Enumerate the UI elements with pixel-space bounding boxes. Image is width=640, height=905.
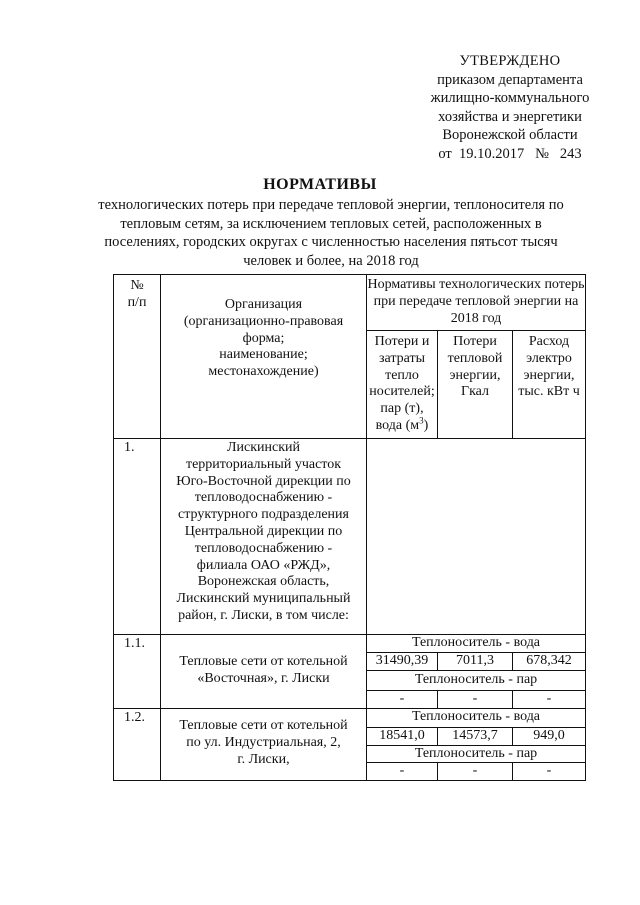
header-number <box>114 278 160 312</box>
water-label: Теплоноситель - вода <box>411 709 541 724</box>
org-line: территориальный участок <box>185 456 342 472</box>
subtitle-line: поселениях, городских округах с численностью населения пятьсот тысяч <box>104 234 558 250</box>
header-text: энергии, <box>523 367 575 383</box>
header-text: форма; <box>242 330 285 346</box>
superscript: 3 <box>419 415 424 426</box>
order-date: 19.10.2017 <box>459 145 525 162</box>
subtitle-line: технологических потерь при передаче тепловой энергии, теплоносителя по <box>98 197 564 213</box>
org-line: Воронежская область, <box>197 574 330 590</box>
approval-line: Воронежской области <box>442 127 578 143</box>
steam-heat-value: - <box>472 763 478 778</box>
header-text: электро <box>526 350 572 366</box>
header-text: наименование; <box>219 347 308 363</box>
header-text: Гкал <box>460 384 489 400</box>
approval-title: УТВЕРЖДЕНО <box>459 53 561 69</box>
row-organization <box>161 440 366 625</box>
row-number: 1.2. <box>124 710 145 725</box>
water-label: Теплоноситель - вода <box>411 635 541 650</box>
org-line: Лискинский <box>227 440 300 455</box>
header-text: тепловой <box>447 350 503 366</box>
header-text: 2018 год <box>450 310 502 326</box>
water-electricity-value: 678,342 <box>526 653 572 668</box>
document-title: НОРМАТИВЫ <box>263 176 377 193</box>
approval-line: жилищно-коммунального <box>430 90 590 106</box>
header-text: тыс. кВт ч <box>518 384 580 400</box>
org-line: район, г. Лиски, в том числе: <box>178 607 349 623</box>
approval-line: приказом департамента <box>437 71 583 88</box>
org-line: тепловодоснабжению - <box>194 490 333 506</box>
table-border <box>366 670 586 671</box>
org-line: по ул. Индустриальная, 2, <box>186 734 341 750</box>
header-text-part: ) <box>423 417 429 433</box>
table-border <box>113 274 586 275</box>
org-line: структурного подразделения <box>178 507 349 523</box>
row-organization <box>161 718 366 768</box>
header-text: Расход <box>528 334 570 349</box>
org-line: Центральной дирекции по <box>184 523 343 539</box>
header-text: Организация <box>224 297 303 312</box>
steam-electricity-value: - <box>546 763 552 778</box>
org-line: тепловодоснабжению - <box>194 540 333 556</box>
org-line: Юго-Восточной дирекции по <box>176 473 351 489</box>
header-text: энергии, <box>449 367 501 383</box>
header-text-part: вода (м <box>375 417 420 433</box>
header-text: (организационно-правовая <box>183 313 344 329</box>
header-text: Нормативы технологических потерь <box>367 277 585 292</box>
water-electricity-value: 949,0 <box>533 728 565 743</box>
table-border <box>113 274 114 780</box>
date-prefix: от <box>438 145 452 162</box>
table-border <box>366 330 586 331</box>
header-text: местонахождение) <box>208 364 319 380</box>
subtitle-line: человек и более, на 2018 год <box>243 252 419 269</box>
steam-losses-value: - <box>399 763 405 778</box>
row-organization <box>161 654 366 688</box>
water-heat-value: 7011,3 <box>456 653 494 668</box>
steam-losses-value: - <box>399 691 405 706</box>
header-losses-carriers <box>367 334 437 435</box>
header-text: пар (т), <box>380 401 424 417</box>
approval-line: хозяйства и энергетики <box>438 108 582 125</box>
header-organization <box>161 297 366 381</box>
subtitle-line: тепловым сетям, за исключением тепловых сетей, расположенных в <box>120 215 542 232</box>
header-text: Потери <box>453 334 497 349</box>
table-border <box>113 438 586 439</box>
water-heat-value: 14573,7 <box>452 728 498 743</box>
steam-label: Теплоноситель - пар <box>414 746 538 761</box>
row-number: 1.1. <box>124 636 145 651</box>
org-line: Лискинский муниципальный <box>176 591 351 607</box>
org-line: Тепловые сети от котельной <box>179 718 348 733</box>
header-text: при передаче тепловой энергии на <box>373 293 579 309</box>
org-line: филиала ОАО «РЖД», <box>196 557 331 573</box>
row-number: 1. <box>124 440 135 455</box>
header-text <box>367 415 437 435</box>
header-text: Потери и <box>374 334 430 349</box>
water-losses-value: 31490,39 <box>375 653 429 668</box>
number-sign: № <box>535 145 549 162</box>
table-border <box>113 780 586 781</box>
org-line: г. Лиски, <box>237 751 290 767</box>
header-text: носителей; <box>369 384 435 400</box>
steam-heat-value: - <box>472 691 478 706</box>
header-heat-losses <box>438 334 512 401</box>
table-border <box>585 274 586 780</box>
header-text: тепло <box>385 367 419 383</box>
steam-label: Теплоноситель - пар <box>414 672 538 687</box>
header-electricity <box>513 334 585 401</box>
header-text: затраты <box>378 350 426 366</box>
header-text: № <box>130 278 144 293</box>
org-line: Тепловые сети от котельной <box>179 654 348 669</box>
header-norms <box>367 277 585 327</box>
org-line: «Восточная», г. Лиски <box>197 670 330 686</box>
water-losses-value: 18541,0 <box>379 728 425 743</box>
steam-electricity-value: - <box>546 691 552 706</box>
order-number: 243 <box>559 145 582 162</box>
header-text: п/п <box>127 294 147 310</box>
